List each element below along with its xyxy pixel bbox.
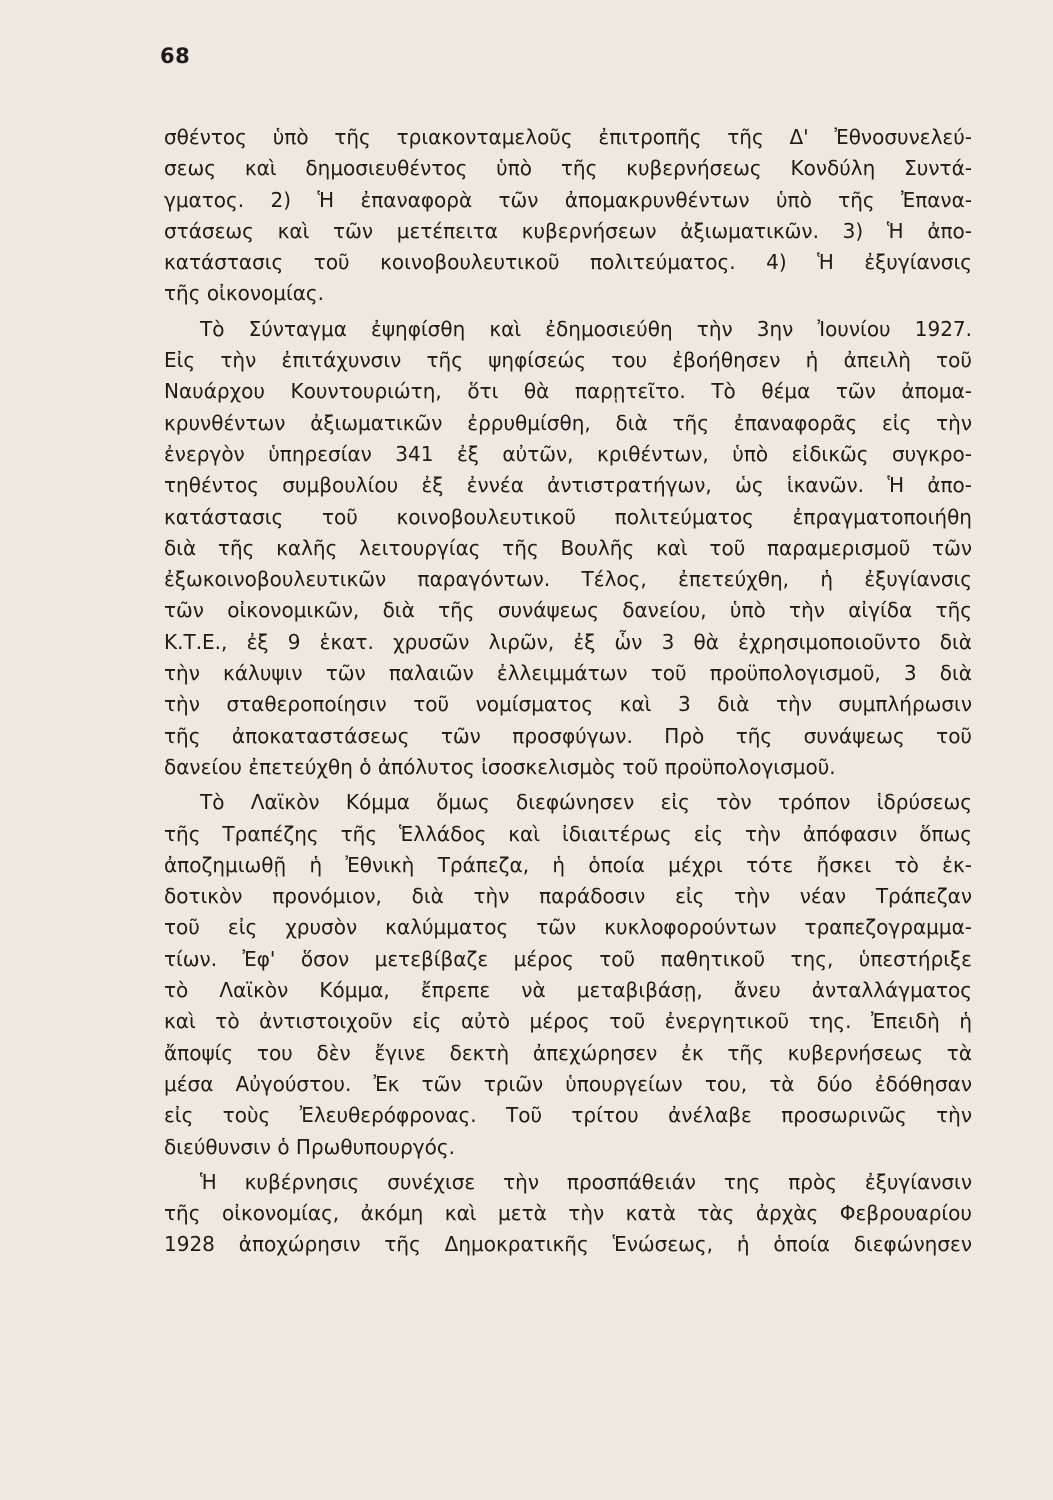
text-line: ἀποζημιωθῇ ἡ Ἐθνικὴ Τράπεζα, ἡ ὁποία μέχρι τότε ἤσκει τὸ ἐκ- [164, 852, 972, 877]
text-line: τῆς οἰκονομίας. [164, 281, 325, 306]
text-line: τὸ Λαϊκὸν Κόμμα, ἔπρεπε νὰ μεταβιβάσῃ, ἄνευ ἀνταλλάγματος [164, 978, 972, 1003]
text-line: τοῦ εἰς χρυσὸν καλύμματος τῶν κυκλοφορούντων τραπεζογραμμα- [164, 915, 972, 940]
text-line: γματος. 2) Ἡ ἐπαναφορὰ τῶν ἀπομακρυνθέντων ὑπὸ τῆς Ἐπανα- [164, 187, 972, 212]
page-number: 68 [160, 44, 191, 68]
text-line: δοτικὸν προνόμιον, διὰ τὴν παράδοσιν εἰς τὴν νέαν Τράπεζαν [164, 884, 972, 909]
text-line: μέσα Αὐγούστου. Ἐκ τῶν τριῶν ὑπουργείων του, τὰ δύο ἐδόθησαν [164, 1071, 972, 1096]
text-line: τῆς οἰκονομίας, ἀκόμη καὶ μετὰ τὴν κατὰ τὰς ἀρχὰς Φεβρουαρίου [164, 1201, 972, 1226]
text-line: τῆς ἀποκαταστάσεως τῶν προσφύγων. Πρὸ τῆς συνάψεως τοῦ [164, 723, 972, 748]
text-line: κατάστασις τοῦ κοινοβουλευτικοῦ πολιτεύματος. 4) Ἡ ἐξυγίανσις [164, 250, 972, 275]
text-line: Εἰς τὴν ἐπιτάχυνσιν τῆς ψηφίσεώς του ἐβοήθησεν ἡ ἀπειλὴ τοῦ [164, 348, 972, 373]
paragraph [164, 314, 972, 783]
paragraph [164, 122, 972, 310]
text-line: Τὸ Λαϊκὸν Κόμμα ὅμως διεφώνησεν εἰς τὸν τρόπον ἱδρύσεως [200, 790, 972, 815]
text-line: δανείου ἐπετεύχθη ὁ ἀπόλυτος ἰσοσκελισμὸς τοῦ προϋπολογισμοῦ. [164, 754, 836, 779]
text-line: Ἡ κυβέρνησις συνέχισε τὴν προσπάθειάν της πρὸς ἐξυγίανσιν [200, 1169, 972, 1194]
text-line: τῆς Τραπέζης τῆς Ἑλλάδος καὶ ἰδιαιτέρως εἰς τὴν ἀπόφασιν ὅπως [164, 821, 972, 846]
text-line: τὴν κάλυψιν τῶν παλαιῶν ἐλλειμμάτων τοῦ προϋπολογισμοῦ, 3 διὰ [164, 661, 972, 686]
text-line: σεως καὶ δημοσιευθέντος ὑπὸ τῆς κυβερνήσεως Κονδύλη Συντά- [164, 156, 972, 181]
text-line: ἄποψίς του δὲν ἔγινε δεκτὴ ἀπεχώρησεν ἐκ τῆς κυβερνήσεως τὰ [164, 1040, 972, 1065]
paragraph [164, 1167, 972, 1261]
text-line: κατάστασις τοῦ κοινοβουλευτικοῦ πολιτεύματος ἐπραγματοποιήθη [164, 504, 972, 529]
text-line: Κ.Τ.Ε., ἐξ 9 ἑκατ. χρυσῶν λιρῶν, ἐξ ὧν 3 θὰ ἐχρησιμοποιοῦντο διὰ [164, 629, 972, 654]
text-line: 1928 ἀποχώρησιν τῆς Δημοκρατικῆς Ἑνώσεως, ἡ ὁποία διεφώνησεν [164, 1232, 972, 1257]
paragraph [164, 787, 972, 1163]
text-line: κρυνθέντων ἀξιωματικῶν ἐρρυθμίσθη, διὰ τῆς ἐπαναφορᾶς εἰς τὴν [164, 410, 972, 435]
text-line: Τὸ Σύνταγμα ἐψηφίσθη καὶ ἐδημοσιεύθη τὴν 3ην Ἰουνίου 1927. [200, 316, 972, 341]
text-line: καὶ τὸ ἀντιστοιχοῦν εἰς αὐτὸ μέρος τοῦ ἐνεργητικοῦ της. Ἐπειδὴ ἡ [164, 1009, 972, 1034]
text-line: ἐνεργὸν ὑπηρεσίαν 341 ἐξ αὐτῶν, κριθέντων, ὑπὸ εἰδικῶς συγκρο- [164, 441, 972, 466]
text-line: τὴν σταθεροποίησιν τοῦ νομίσματος καὶ 3 διὰ τὴν συμπλήρωσιν [164, 692, 972, 717]
text-line: τῶν οἰκονομικῶν, διὰ τῆς συνάψεως δανείου, ὑπὸ τὴν αἰγίδα τῆς [164, 598, 972, 623]
text-line: στάσεως καὶ τῶν μετέπειτα κυβερνήσεων ἀξιωματικῶν. 3) Ἡ ἀπο- [164, 218, 972, 243]
text-line: τίων. Ἐφ' ὅσον μετεβίβαζε μέρος τοῦ παθητικοῦ της, ὑπεστήριξε [164, 946, 972, 971]
body-text [164, 122, 972, 1261]
text-line: Ναυάρχου Κουντουριώτη, ὅτι θὰ παρῃτεῖτο. Τὸ θέμα τῶν ἀπομα- [164, 379, 972, 404]
text-line: τηθέντος συμβουλίου ἐξ ἐννέα ἀντιστρατήγων, ὡς ἱκανῶν. Ἡ ἀπο- [164, 473, 972, 498]
text-line: ἐξωκοινοβουλευτικῶν παραγόντων. Τέλος, ἐπετεύχθη, ἡ ἐξυγίανσις [164, 567, 972, 592]
text-line: εἰς τοὺς Ἐλευθερόφρονας. Τοῦ τρίτου ἀνέλαβε προσωρινῶς τὴν [164, 1103, 972, 1128]
text-line: σθέντος ὑπὸ τῆς τριακονταμελοῦς ἐπιτροπῆς τῆς Δ' Ἐθνοσυνελεύ- [164, 125, 972, 149]
text-line: διὰ τῆς καλῆς λειτουργίας τῆς Βουλῆς καὶ τοῦ παραμερισμοῦ τῶν [164, 535, 972, 560]
text-line: διεύθυνσιν ὁ Πρωθυπουργός. [164, 1134, 455, 1159]
